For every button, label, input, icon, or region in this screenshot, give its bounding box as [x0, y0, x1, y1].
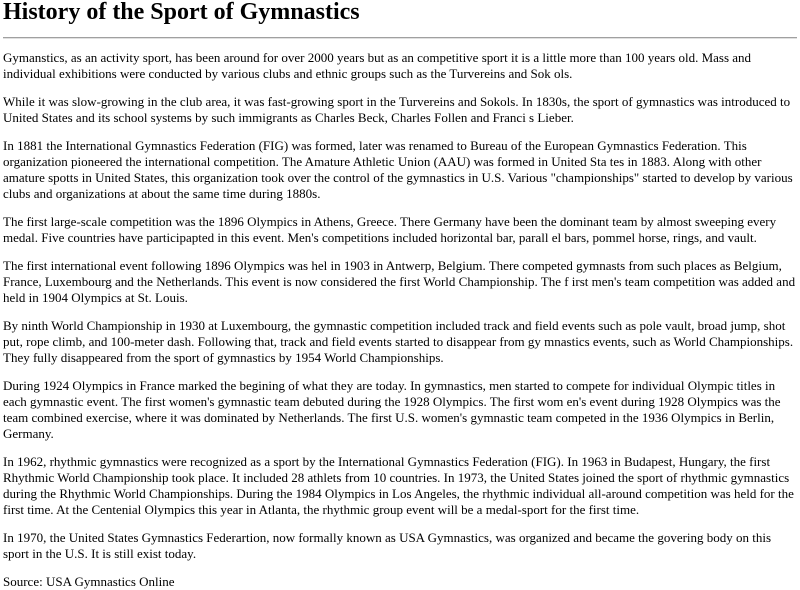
paragraph-1970-usa-gymnastics: In 1970, the United States Gymnastics Federartion, now formally known as USA Gymnastics, was organized and became the govering body on this sport in the U.S. It is still exist today. — [3, 530, 772, 561]
paragraph-1903-antwerp: The first international event following 1896 Olympics was hel in 1903 in Antwerp, Belgium. There competed gymnasts from such places as Belgium, France, Luxembourg and the Netherlands. This event is now considered the first World Championship. The f irst men's team competition was added and held in 1904 Olympics at St. Louis. — [3, 258, 796, 305]
paragraph-intro: Gymanstics, as an activity sport, has been around for over 2000 years but as an competitive sport it is a little more than 100 years old. Mass and individual exhibitions were conducted by various clubs and ethnic groups such as the Turvereins and Sok ols. — [3, 50, 752, 81]
paragraph-1881-fig: In 1881 the International Gymnastics Federation (FIG) was formed, later was renamed to Bureau of the European Gymnastics Federation. This organization pioneered the international competition. The Amature Athletic Union (AAU) was formed in United Sta tes in 1883. Along with other amature spotts in United States, this organization took over the control of the gymnastics in U.S. Various "championships" started to develop by various clubs and organizations at about the same time during 1880s. — [3, 138, 793, 201]
paragraph-1830s: While it was slow-growing in the club area, it was fast-growing sport in the Turvereins and Sokols. In 1830s, the sport of gymnastics was introduced to United States and its school systems by such immigrants as Charles Beck, Charles Follen and Franci s Lieber. — [3, 94, 791, 125]
paragraph-1962-rhythmic: In 1962, rhythmic gymnastics were recognized as a sport by the International Gymnastics Federation (FIG). In 1963 in Budapest, Hungary, the first Rhythmic World Championship took place. It included 28 athlets from 10 countries. In 1973, the United States joined the sport of rhythmic gymnastics during the Rhythmic World Championships. During the 1984 Olympics in Los Angeles, the rhythmic individual all-around competition was held for the first time. At the Centenial Olympics this year in Atlanta, the rhythmic group event will be a medal-sport for the first time. — [3, 454, 794, 517]
page-title: History of the Sport of Gymnastics — [3, 0, 360, 25]
title-divider — [3, 37, 797, 39]
paragraph-1924-olympics: During 1924 Olympics in France marked the begining of what they are today. In gymnastics, men started to compete for individual Olympic titles in each gymnastic event. The first women's gymnastic team debuted during the 1928 Olympics. The first wom en's event during 1928 Olympics was the team combined exercise, where it was dominated by Netherlands. The first U.S. women's gymnastic team competed in the 1936 Olympics in Berlin, Germany. — [3, 378, 781, 441]
paragraph-1930-championship: By ninth World Championship in 1930 at Luxembourg, the gymnastic competition included track and field events such as pole vault, broad jump, shot put, rope climb, and 100-meter dash. Following that, track and field events started to disappear from gy mnastics events, such as World Championships. They fully disappeared from the sport of gymnastics by 1954 World Championships. — [3, 318, 794, 365]
source-credit: Source: USA Gymnastics Online — [3, 574, 175, 589]
paragraph-1896-olympics: The first large-scale competition was the 1896 Olympics in Athens, Greece. There Germany have been the dominant team by almost sweeping every medal. Five countries have participapted in this event. Men's competitions included horizontal bar, parall el bars, pommel horse, rings, and vault. — [3, 214, 777, 245]
